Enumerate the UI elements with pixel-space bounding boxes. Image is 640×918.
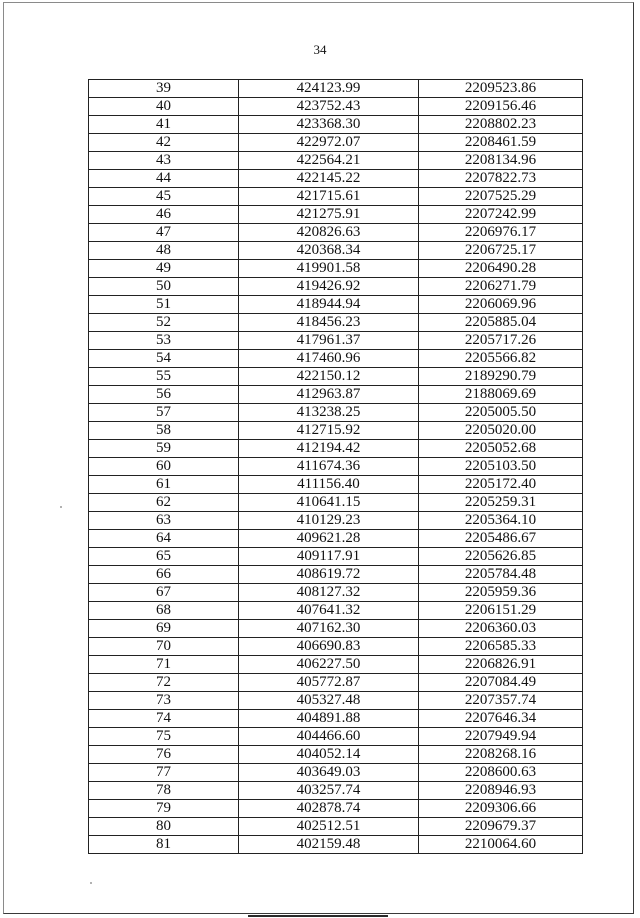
point-number-cell: 48 <box>89 242 239 260</box>
x-coordinate-cell: 417961.37 <box>239 332 419 350</box>
y-coordinate-cell: 2207525.29 <box>419 188 583 206</box>
x-coordinate-cell: 404466.60 <box>239 728 419 746</box>
point-number-cell: 47 <box>89 224 239 242</box>
point-number-cell: 72 <box>89 674 239 692</box>
y-coordinate-cell: 2208600.63 <box>419 764 583 782</box>
x-coordinate-cell: 405327.48 <box>239 692 419 710</box>
point-number-cell: 43 <box>89 152 239 170</box>
x-coordinate-cell: 422145.22 <box>239 170 419 188</box>
point-number-cell: 71 <box>89 656 239 674</box>
table-row <box>89 80 583 98</box>
y-coordinate-cell: 2208134.96 <box>419 152 583 170</box>
x-coordinate-cell: 420368.34 <box>239 242 419 260</box>
table-row <box>89 746 583 764</box>
point-number-cell: 66 <box>89 566 239 584</box>
point-number-cell: 75 <box>89 728 239 746</box>
point-number-cell: 73 <box>89 692 239 710</box>
table-row <box>89 494 583 512</box>
x-coordinate-cell: 402512.51 <box>239 818 419 836</box>
x-coordinate-cell: 422564.21 <box>239 152 419 170</box>
table-row <box>89 116 583 134</box>
table-row <box>89 566 583 584</box>
scan-speck <box>60 506 62 508</box>
y-coordinate-cell: 2207949.94 <box>419 728 583 746</box>
y-coordinate-cell: 2205259.31 <box>419 494 583 512</box>
y-coordinate-cell: 2205052.68 <box>419 440 583 458</box>
y-coordinate-cell: 2205486.67 <box>419 530 583 548</box>
x-coordinate-cell: 424123.99 <box>239 80 419 98</box>
x-coordinate-cell: 408127.32 <box>239 584 419 602</box>
x-coordinate-cell: 411156.40 <box>239 476 419 494</box>
point-number-cell: 68 <box>89 602 239 620</box>
point-number-cell: 79 <box>89 800 239 818</box>
x-coordinate-cell: 407641.32 <box>239 602 419 620</box>
table-row <box>89 530 583 548</box>
point-number-cell: 60 <box>89 458 239 476</box>
coordinates-table-body <box>89 80 583 854</box>
table-row <box>89 404 583 422</box>
x-coordinate-cell: 410641.15 <box>239 494 419 512</box>
point-number-cell: 55 <box>89 368 239 386</box>
point-number-cell: 69 <box>89 620 239 638</box>
y-coordinate-cell: 2205959.36 <box>419 584 583 602</box>
x-coordinate-cell: 421275.91 <box>239 206 419 224</box>
y-coordinate-cell: 2209306.66 <box>419 800 583 818</box>
point-number-cell: 51 <box>89 296 239 314</box>
y-coordinate-cell: 2208946.93 <box>419 782 583 800</box>
x-coordinate-cell: 412715.92 <box>239 422 419 440</box>
table-row <box>89 278 583 296</box>
x-coordinate-cell: 411674.36 <box>239 458 419 476</box>
x-coordinate-cell: 409621.28 <box>239 530 419 548</box>
point-number-cell: 50 <box>89 278 239 296</box>
x-coordinate-cell: 412963.87 <box>239 386 419 404</box>
point-number-cell: 46 <box>89 206 239 224</box>
table-row <box>89 764 583 782</box>
table-row <box>89 458 583 476</box>
x-coordinate-cell: 404891.88 <box>239 710 419 728</box>
y-coordinate-cell: 2208268.16 <box>419 746 583 764</box>
table-row <box>89 386 583 404</box>
y-coordinate-cell: 2205626.85 <box>419 548 583 566</box>
y-coordinate-cell: 2206826.91 <box>419 656 583 674</box>
y-coordinate-cell: 2205885.04 <box>419 314 583 332</box>
point-number-cell: 76 <box>89 746 239 764</box>
point-number-cell: 61 <box>89 476 239 494</box>
point-number-cell: 67 <box>89 584 239 602</box>
point-number-cell: 58 <box>89 422 239 440</box>
x-coordinate-cell: 422972.07 <box>239 134 419 152</box>
y-coordinate-cell: 2205566.82 <box>419 350 583 368</box>
x-coordinate-cell: 420826.63 <box>239 224 419 242</box>
y-coordinate-cell: 2208461.59 <box>419 134 583 152</box>
x-coordinate-cell: 408619.72 <box>239 566 419 584</box>
y-coordinate-cell: 2207357.74 <box>419 692 583 710</box>
table-row <box>89 242 583 260</box>
y-coordinate-cell: 2206585.33 <box>419 638 583 656</box>
x-coordinate-cell: 404052.14 <box>239 746 419 764</box>
x-coordinate-cell: 406690.83 <box>239 638 419 656</box>
point-number-cell: 44 <box>89 170 239 188</box>
table-row <box>89 710 583 728</box>
y-coordinate-cell: 2206271.79 <box>419 278 583 296</box>
x-coordinate-cell: 423368.30 <box>239 116 419 134</box>
point-number-cell: 49 <box>89 260 239 278</box>
x-coordinate-cell: 422150.12 <box>239 368 419 386</box>
x-coordinate-cell: 410129.23 <box>239 512 419 530</box>
y-coordinate-cell: 2189290.79 <box>419 368 583 386</box>
y-coordinate-cell: 2206360.03 <box>419 620 583 638</box>
y-coordinate-cell: 2205005.50 <box>419 404 583 422</box>
x-coordinate-cell: 413238.25 <box>239 404 419 422</box>
table-row <box>89 170 583 188</box>
y-coordinate-cell: 2206490.28 <box>419 260 583 278</box>
page-number: 34 <box>313 42 327 57</box>
point-number-cell: 81 <box>89 836 239 854</box>
x-coordinate-cell: 402159.48 <box>239 836 419 854</box>
y-coordinate-cell: 2205784.48 <box>419 566 583 584</box>
coordinates-table <box>88 79 583 854</box>
table-row <box>89 476 583 494</box>
point-number-cell: 42 <box>89 134 239 152</box>
point-number-cell: 64 <box>89 530 239 548</box>
x-coordinate-cell: 409117.91 <box>239 548 419 566</box>
point-number-cell: 62 <box>89 494 239 512</box>
table-row <box>89 368 583 386</box>
table-row <box>89 260 583 278</box>
point-number-cell: 53 <box>89 332 239 350</box>
y-coordinate-cell: 2205717.26 <box>419 332 583 350</box>
y-coordinate-cell: 2205172.40 <box>419 476 583 494</box>
table-row <box>89 656 583 674</box>
table-row <box>89 584 583 602</box>
y-coordinate-cell: 2209523.86 <box>419 80 583 98</box>
x-coordinate-cell: 412194.42 <box>239 440 419 458</box>
y-coordinate-cell: 2208802.23 <box>419 116 583 134</box>
y-coordinate-cell: 2188069.69 <box>419 386 583 404</box>
point-number-cell: 77 <box>89 764 239 782</box>
x-coordinate-cell: 405772.87 <box>239 674 419 692</box>
y-coordinate-cell: 2205364.10 <box>419 512 583 530</box>
point-number-cell: 56 <box>89 386 239 404</box>
point-number-cell: 45 <box>89 188 239 206</box>
point-number-cell: 78 <box>89 782 239 800</box>
table-row <box>89 152 583 170</box>
table-row <box>89 674 583 692</box>
y-coordinate-cell: 2207646.34 <box>419 710 583 728</box>
table-row <box>89 602 583 620</box>
x-coordinate-cell: 403649.03 <box>239 764 419 782</box>
table-row <box>89 188 583 206</box>
table-row <box>89 818 583 836</box>
table-row <box>89 350 583 368</box>
table-row <box>89 836 583 854</box>
point-number-cell: 40 <box>89 98 239 116</box>
y-coordinate-cell: 2210064.60 <box>419 836 583 854</box>
point-number-cell: 70 <box>89 638 239 656</box>
table-row <box>89 512 583 530</box>
y-coordinate-cell: 2206976.17 <box>419 224 583 242</box>
table-row <box>89 314 583 332</box>
y-coordinate-cell: 2207242.99 <box>419 206 583 224</box>
x-coordinate-cell: 402878.74 <box>239 800 419 818</box>
point-number-cell: 74 <box>89 710 239 728</box>
table-row <box>89 620 583 638</box>
x-coordinate-cell: 421715.61 <box>239 188 419 206</box>
table-row <box>89 440 583 458</box>
table-row <box>89 548 583 566</box>
x-coordinate-cell: 417460.96 <box>239 350 419 368</box>
table-row <box>89 782 583 800</box>
point-number-cell: 63 <box>89 512 239 530</box>
point-number-cell: 59 <box>89 440 239 458</box>
x-coordinate-cell: 406227.50 <box>239 656 419 674</box>
x-coordinate-cell: 403257.74 <box>239 782 419 800</box>
y-coordinate-cell: 2209679.37 <box>419 818 583 836</box>
table-row <box>89 728 583 746</box>
point-number-cell: 54 <box>89 350 239 368</box>
x-coordinate-cell: 419426.92 <box>239 278 419 296</box>
table-row <box>89 800 583 818</box>
y-coordinate-cell: 2206151.29 <box>419 602 583 620</box>
y-coordinate-cell: 2205020.00 <box>419 422 583 440</box>
table-row <box>89 224 583 242</box>
scan-speck <box>90 882 92 884</box>
table-row <box>89 98 583 116</box>
point-number-cell: 41 <box>89 116 239 134</box>
x-coordinate-cell: 407162.30 <box>239 620 419 638</box>
table-row <box>89 134 583 152</box>
point-number-cell: 65 <box>89 548 239 566</box>
table-row <box>89 692 583 710</box>
table-row <box>89 296 583 314</box>
y-coordinate-cell: 2205103.50 <box>419 458 583 476</box>
y-coordinate-cell: 2206069.96 <box>419 296 583 314</box>
table-row <box>89 206 583 224</box>
x-coordinate-cell: 419901.58 <box>239 260 419 278</box>
y-coordinate-cell: 2206725.17 <box>419 242 583 260</box>
y-coordinate-cell: 2209156.46 <box>419 98 583 116</box>
x-coordinate-cell: 423752.43 <box>239 98 419 116</box>
point-number-cell: 39 <box>89 80 239 98</box>
y-coordinate-cell: 2207084.49 <box>419 674 583 692</box>
point-number-cell: 52 <box>89 314 239 332</box>
table-row <box>89 422 583 440</box>
x-coordinate-cell: 418456.23 <box>239 314 419 332</box>
table-row <box>89 332 583 350</box>
x-coordinate-cell: 418944.94 <box>239 296 419 314</box>
y-coordinate-cell: 2207822.73 <box>419 170 583 188</box>
table-row <box>89 638 583 656</box>
scan-edge-mark <box>248 915 388 917</box>
point-number-cell: 57 <box>89 404 239 422</box>
point-number-cell: 80 <box>89 818 239 836</box>
